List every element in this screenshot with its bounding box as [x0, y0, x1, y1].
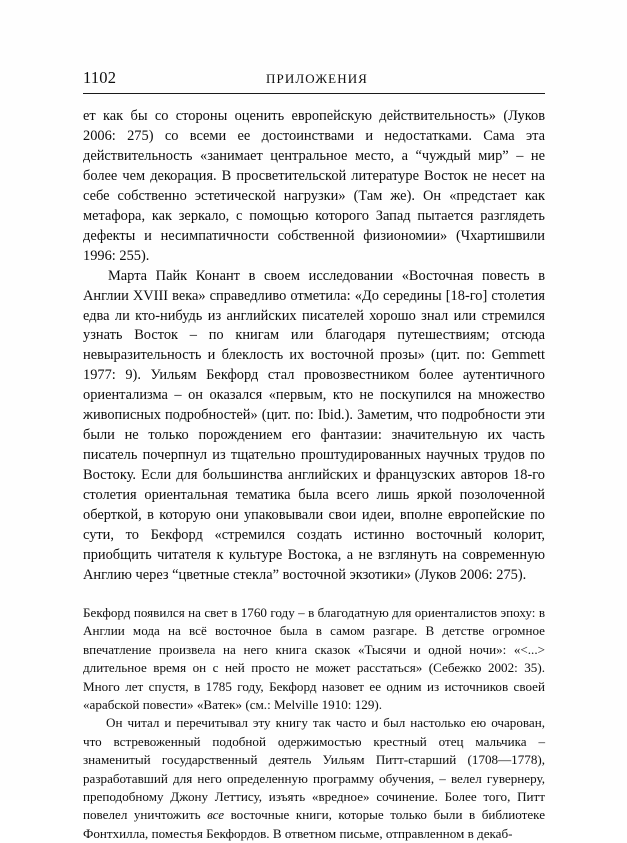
extract-paragraph-pitt [83, 714, 545, 843]
page-number: 1102 [83, 68, 117, 87]
extract-text-before-emphasis: Он читал и перечитывал эту книгу так часто и был настолько ею очарован, что встревоженный подобной одержимостью крестный отец мальчика – знаменитый государственный деятель Уильям Питт-старший (1708—1778), разработавший для него определенную программу обучения, – велел гувернеру, преподобному Джону Леттису, изъять «вредное» сочинение. Более того, Питт повелел уничтожить [83, 715, 545, 823]
extract-text-after-emphasis: восточные книги, которые только были в библиотеке Фонтхилла, поместья Бекфордов. В ответном письме, отправленном в декаб- [83, 807, 546, 841]
emphasized-word: все [207, 807, 225, 823]
extract-paragraph-birth: Бекфорд появился на свет в 1760 году – в благодатную для ориенталистов эпоху: в Англии мода на всё восточное была в самом разгаре. В детстве огромное впечатление произвела на него книга сказок «Тысячи и одной ночи»: «<...> длительное время он с ней просто не может расстаться» (Себежко 2002: 35). Много лет спустя, в 1785 году, Бекфорд назовет ее одним из источников своей «арабской повести» «Ватек» (см.: Melville 1910: 129). [83, 604, 545, 712]
running-head [83, 68, 545, 92]
paragraph-conant: Марта Пайк Конант в своем исследовании «Восточная повесть в Англии XVIII века» справедливо отметила: «До середины [18-го] столетия едва ли кто-нибудь из английских писателей хорошо знал или стремился узнать Восток – по книгам или благодаря путешествиям; отсюда невыразительность и блеклость их восточной прозы» (цит. по: Gemmett 1977: 9). Уильям Бекфорд стал провозвестником более аутентичного ориентализма – он оказался «первым, кто не поскупился на множество живописных подробностей» (цит. по: Ibid.). Заметим, что подробности эти были не только порождением его фантазии: значительную их часть писатель почерпнул из тщательно проштудированных научных трудов по Востоку. Если для большинства английских и французских авторов 18-го столетия ориентальная тематика была всего лишь яркой позолоченной оберткой, в которую они упаковывали свои идеи, вполне европейские по сути, то Бекфорд «стремился создать истинно восточный колорит, приобщить читателя к культуре Востока, а не взглянуть на современную Англию через “цветные стекла” восточной экзотики» (Луков 2006: 275). [83, 267, 545, 583]
running-head-title: ПРИЛОЖЕНИЯ [266, 71, 368, 86]
header-rule [83, 93, 545, 94]
text-block [83, 107, 545, 843]
small-type-extract [83, 604, 545, 843]
paragraph-continuation: ет как бы со стороны оценить европейскую действительность» (Луков 2006: 275) со всеми ее достоинствами и недостатками. Сама эта действительность «занимает центральное место, а “чуждый мир” – не более чем декорация. В просветительской литературе Восток не несет на себе собственно эстетической нагрузки» (Там же). Он «предстает как метафора, как зеркало, с помощью которого Запад пытается разглядеть дефекты и несимпатичности собственной физиономии» (Чхартишвили 1996: 255). [83, 108, 545, 264]
